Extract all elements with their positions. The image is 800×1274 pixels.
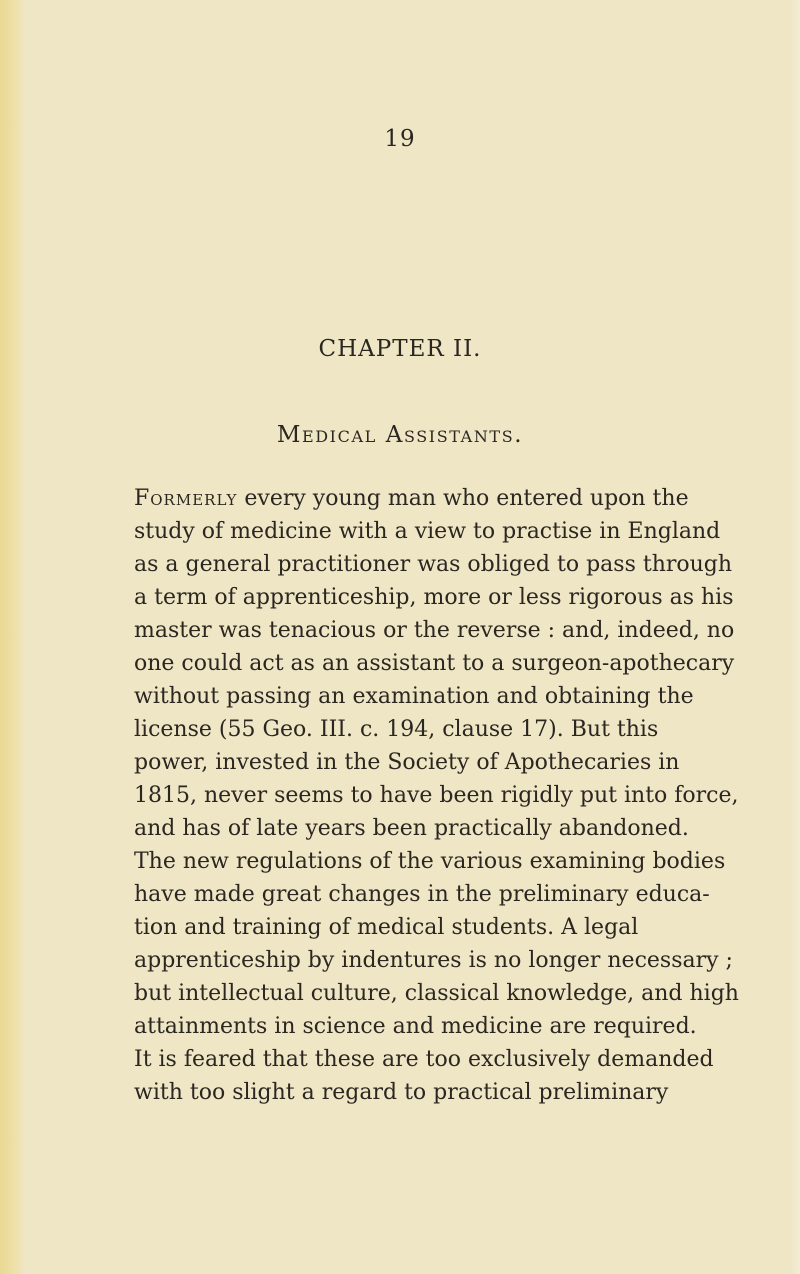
lead-word: Formerly: [134, 486, 238, 511]
text-line-10: 1815, never seems to have been rigidly put into force,: [134, 783, 739, 808]
text-line-13: have made great changes in the preliminary educa-: [134, 882, 710, 907]
text-line-14: tion and training of medical students. A legal: [134, 915, 639, 940]
text-line-7: without passing an examination and obtaining the: [134, 684, 694, 709]
text-line-18: It is feared that these are too exclusively demanded: [134, 1047, 714, 1072]
page-number: 19: [384, 126, 416, 152]
text-line-8: license (55 Geo. III. c. 194, clause 17). But this: [134, 717, 659, 742]
text-line-15: apprenticeship by indentures is no longer necessary ;: [134, 948, 733, 973]
section-title: Medical Assistants.: [276, 422, 524, 448]
text-line-6: one could act as an assistant to a surgeon-apothecary: [134, 651, 735, 676]
text-line-9: power, invested in the Society of Apothecaries in: [134, 750, 680, 775]
text-line-16: but intellectual culture, classical knowledge, and high: [134, 981, 739, 1006]
text-line-3: as a general practitioner was obliged to pass through: [134, 552, 733, 577]
chapter-heading: CHAPTER II.: [318, 336, 482, 362]
text-line-5: master was tenacious or the reverse : and, indeed, no: [134, 618, 735, 643]
text-line-1: [134, 482, 800, 515]
text-line-12: The new regulations of the various examining bodies: [134, 849, 726, 874]
text-line-11: and has of late years been practically abandoned.: [134, 816, 689, 841]
text-line-4: a term of apprenticeship, more or less rigorous as his: [134, 585, 734, 610]
page-binding-edge: [0, 0, 26, 1274]
text-line-19: with too slight a regard to practical preliminary: [134, 1080, 669, 1105]
text-line-1-rest: every young man who entered upon the: [237, 486, 689, 511]
text-line-2: study of medicine with a view to practise in England: [134, 519, 721, 544]
text-line-17: attainments in science and medicine are required.: [134, 1014, 697, 1039]
body-paragraph: [134, 482, 800, 1109]
